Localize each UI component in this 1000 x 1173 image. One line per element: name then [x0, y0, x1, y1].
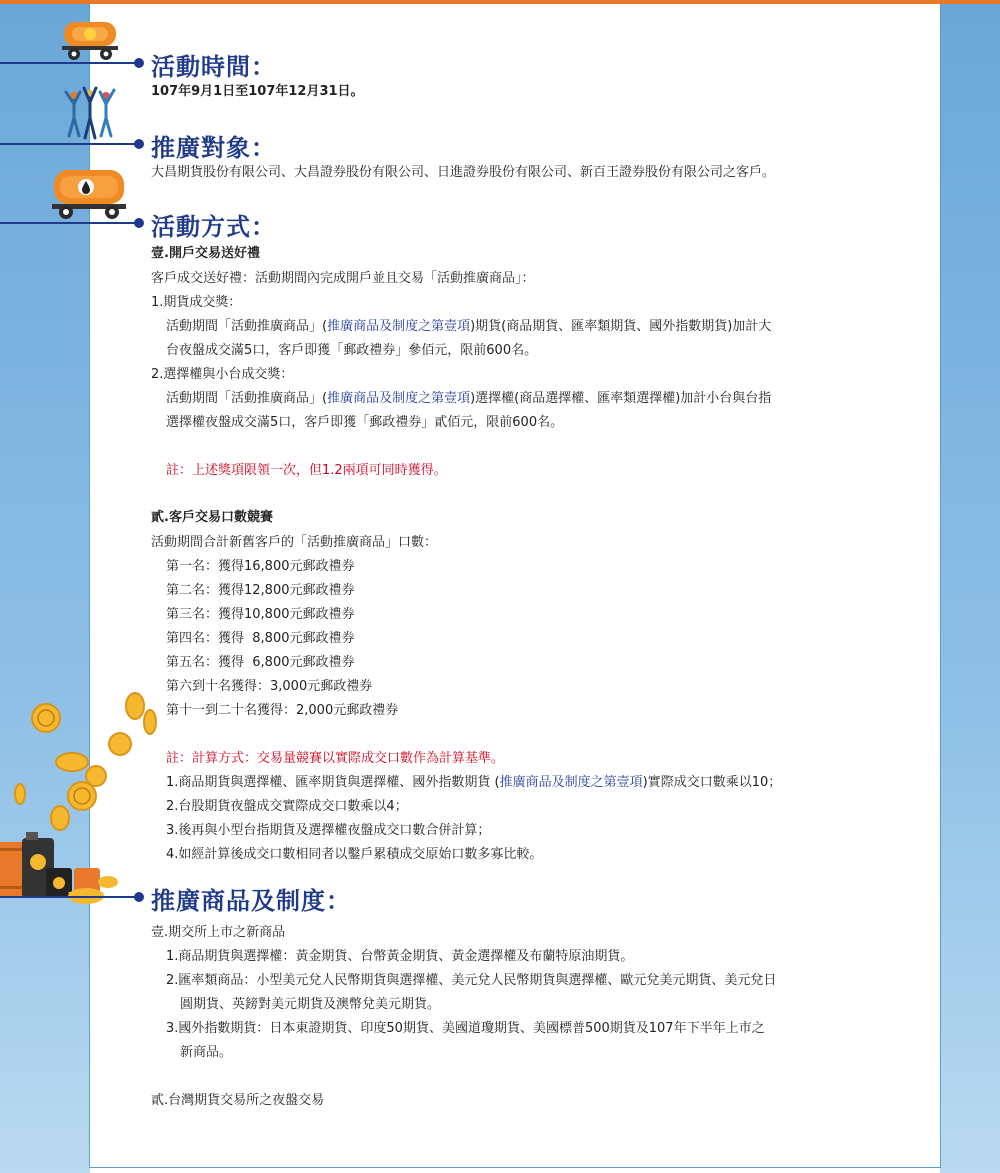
promo-products-link[interactable]: 推廣商品及制度之第壹項: [327, 319, 471, 334]
part1-item2-line1-b: )選擇權(商品選擇權、匯率類選擇權)加計小台與台指: [470, 391, 772, 406]
part1-item1-line1: [166, 319, 771, 335]
cheering-people-icon: [60, 82, 120, 144]
method-heading-dot: [134, 218, 144, 228]
part2-rule3: 3.後再與小型台指期貨及選擇權夜盤成交口數合併計算；: [166, 823, 491, 838]
rank-item: 第五名：獲得 6,800元郵政禮券: [166, 655, 355, 670]
part2-rule2: 2.台股期貨夜盤成交實際成交口數乘以4；: [166, 799, 408, 814]
rank-item: 第六到十名獲得：3,000元郵政禮券: [166, 679, 373, 694]
target-text: 大昌期貨股份有限公司、大昌證券股份有限公司、日進證券股份有限公司、新百王證券股份有限公司之客戶。: [151, 165, 776, 180]
products-heading-line: [0, 896, 138, 898]
part2-rule1: [166, 775, 781, 791]
promo-products-link[interactable]: 推廣商品及制度之第壹項: [499, 775, 643, 790]
period-heading-line: [0, 62, 138, 64]
method-heading: 活動方式：: [151, 213, 276, 241]
products-part1-title: 壹.期交所上市之新商品: [151, 925, 286, 940]
products-item2-line1: 2.匯率類商品：小型美元兌人民幣期貨與選擇權、美元兌人民幣期貨與選擇權、歐元兌美元期貨、美元兌日: [166, 973, 777, 988]
period-text: 107年9月1日至107年12月31日。: [151, 84, 364, 99]
part1-item1-line2: 台夜盤成交滿5口，客戶即獲「郵政禮券」參佰元，限前600名。: [166, 343, 538, 358]
right-background: [940, 4, 1000, 1173]
rank-item: 第三名：獲得10,800元郵政禮券: [166, 607, 355, 622]
products-part2-title: 貳.台灣期貨交易所之夜盤交易: [151, 1093, 325, 1108]
part2-note: 註：計算方式：交易量競賽以實際成交口數作為計算基準。: [166, 751, 505, 766]
oil-barrels-icon: [0, 828, 125, 914]
part1-title: 壹.開戶交易送好禮: [151, 246, 260, 261]
part1-item2-line1-a: 活動期間「活動推廣商品」(: [166, 391, 328, 406]
part1-item1-line1-a: 活動期間「活動推廣商品」(: [166, 319, 328, 334]
rank-item: 第二名：獲得12,800元郵政禮券: [166, 583, 355, 598]
target-heading-dot: [134, 139, 144, 149]
products-item3-line1: 3.國外指數期貨：日本東證期貨、印度50期貨、美國道瓊期貨、美國標普500期貨及107年下半年上市之: [166, 1021, 765, 1036]
period-heading: 活動時間：: [151, 53, 276, 81]
products-item2-line2: 圓期貨、英鎊對美元期貨及澳幣兌美元期貨。: [180, 997, 441, 1012]
part1-item1-title: 1.期貨成交獎：: [151, 295, 242, 310]
oil-truck-icon: [50, 166, 128, 222]
target-heading: 推廣對象：: [151, 134, 276, 162]
method-heading-line: [0, 222, 138, 224]
rank-item: 第十一到二十名獲得：2,000元郵政禮券: [166, 703, 399, 718]
part2-rule1-a: 1.商品期貨與選擇權、匯率期貨與選擇權、國外指數期貨 (: [166, 775, 500, 790]
products-item1: 1.商品期貨與選擇權：黃金期貨、台幣黃金期貨、黃金選擇權及布蘭特原油期貨。: [166, 949, 634, 964]
part1-item2-line2: 選擇權夜盤成交滿5口，客戶即獲「郵政禮券」貳佰元，限前600名。: [166, 415, 564, 430]
part2-intro: 活動期間合計新舊客戶的「活動推廣商品」口數：: [151, 535, 438, 550]
rank-item: 第一名：獲得16,800元郵政禮券: [166, 559, 355, 574]
part2-rule4: 4.如經計算後成交口數相同者以鑿戶累積成交原始口數多寡比較。: [166, 847, 543, 862]
part1-item2-title: 2.選擇權與小台成交獎：: [151, 367, 294, 382]
target-heading-line: [0, 143, 138, 145]
part2-rule1-b: )實際成交口數乘以10；: [642, 775, 782, 790]
products-heading-dot: [134, 892, 144, 902]
rank-item: 第四名：獲得 8,800元郵政禮券: [166, 631, 355, 646]
part1-note: 註：上述獎項限領一次，但1.2兩項可同時獲得。: [166, 463, 447, 478]
part1-intro: 客戶成交送好禮：活動期間內完成開戶並且交易「活動推廣商品」：: [151, 271, 535, 286]
part1-item2-line1: [166, 391, 771, 407]
products-heading: 推廣商品及制度：: [151, 887, 351, 915]
part2-title: 貳.客戶交易口數競賽: [151, 510, 273, 525]
gold-coins-icon: [10, 690, 160, 840]
promo-products-link[interactable]: 推廣商品及制度之第壹項: [327, 391, 471, 406]
oil-tanker-icon: [60, 18, 120, 64]
part1-item1-line1-b: )期貨(商品期貨、匯率類期貨、國外指數期貨)加計大: [470, 319, 772, 334]
products-item3-line2: 新商品。: [180, 1045, 233, 1060]
period-heading-dot: [134, 58, 144, 68]
